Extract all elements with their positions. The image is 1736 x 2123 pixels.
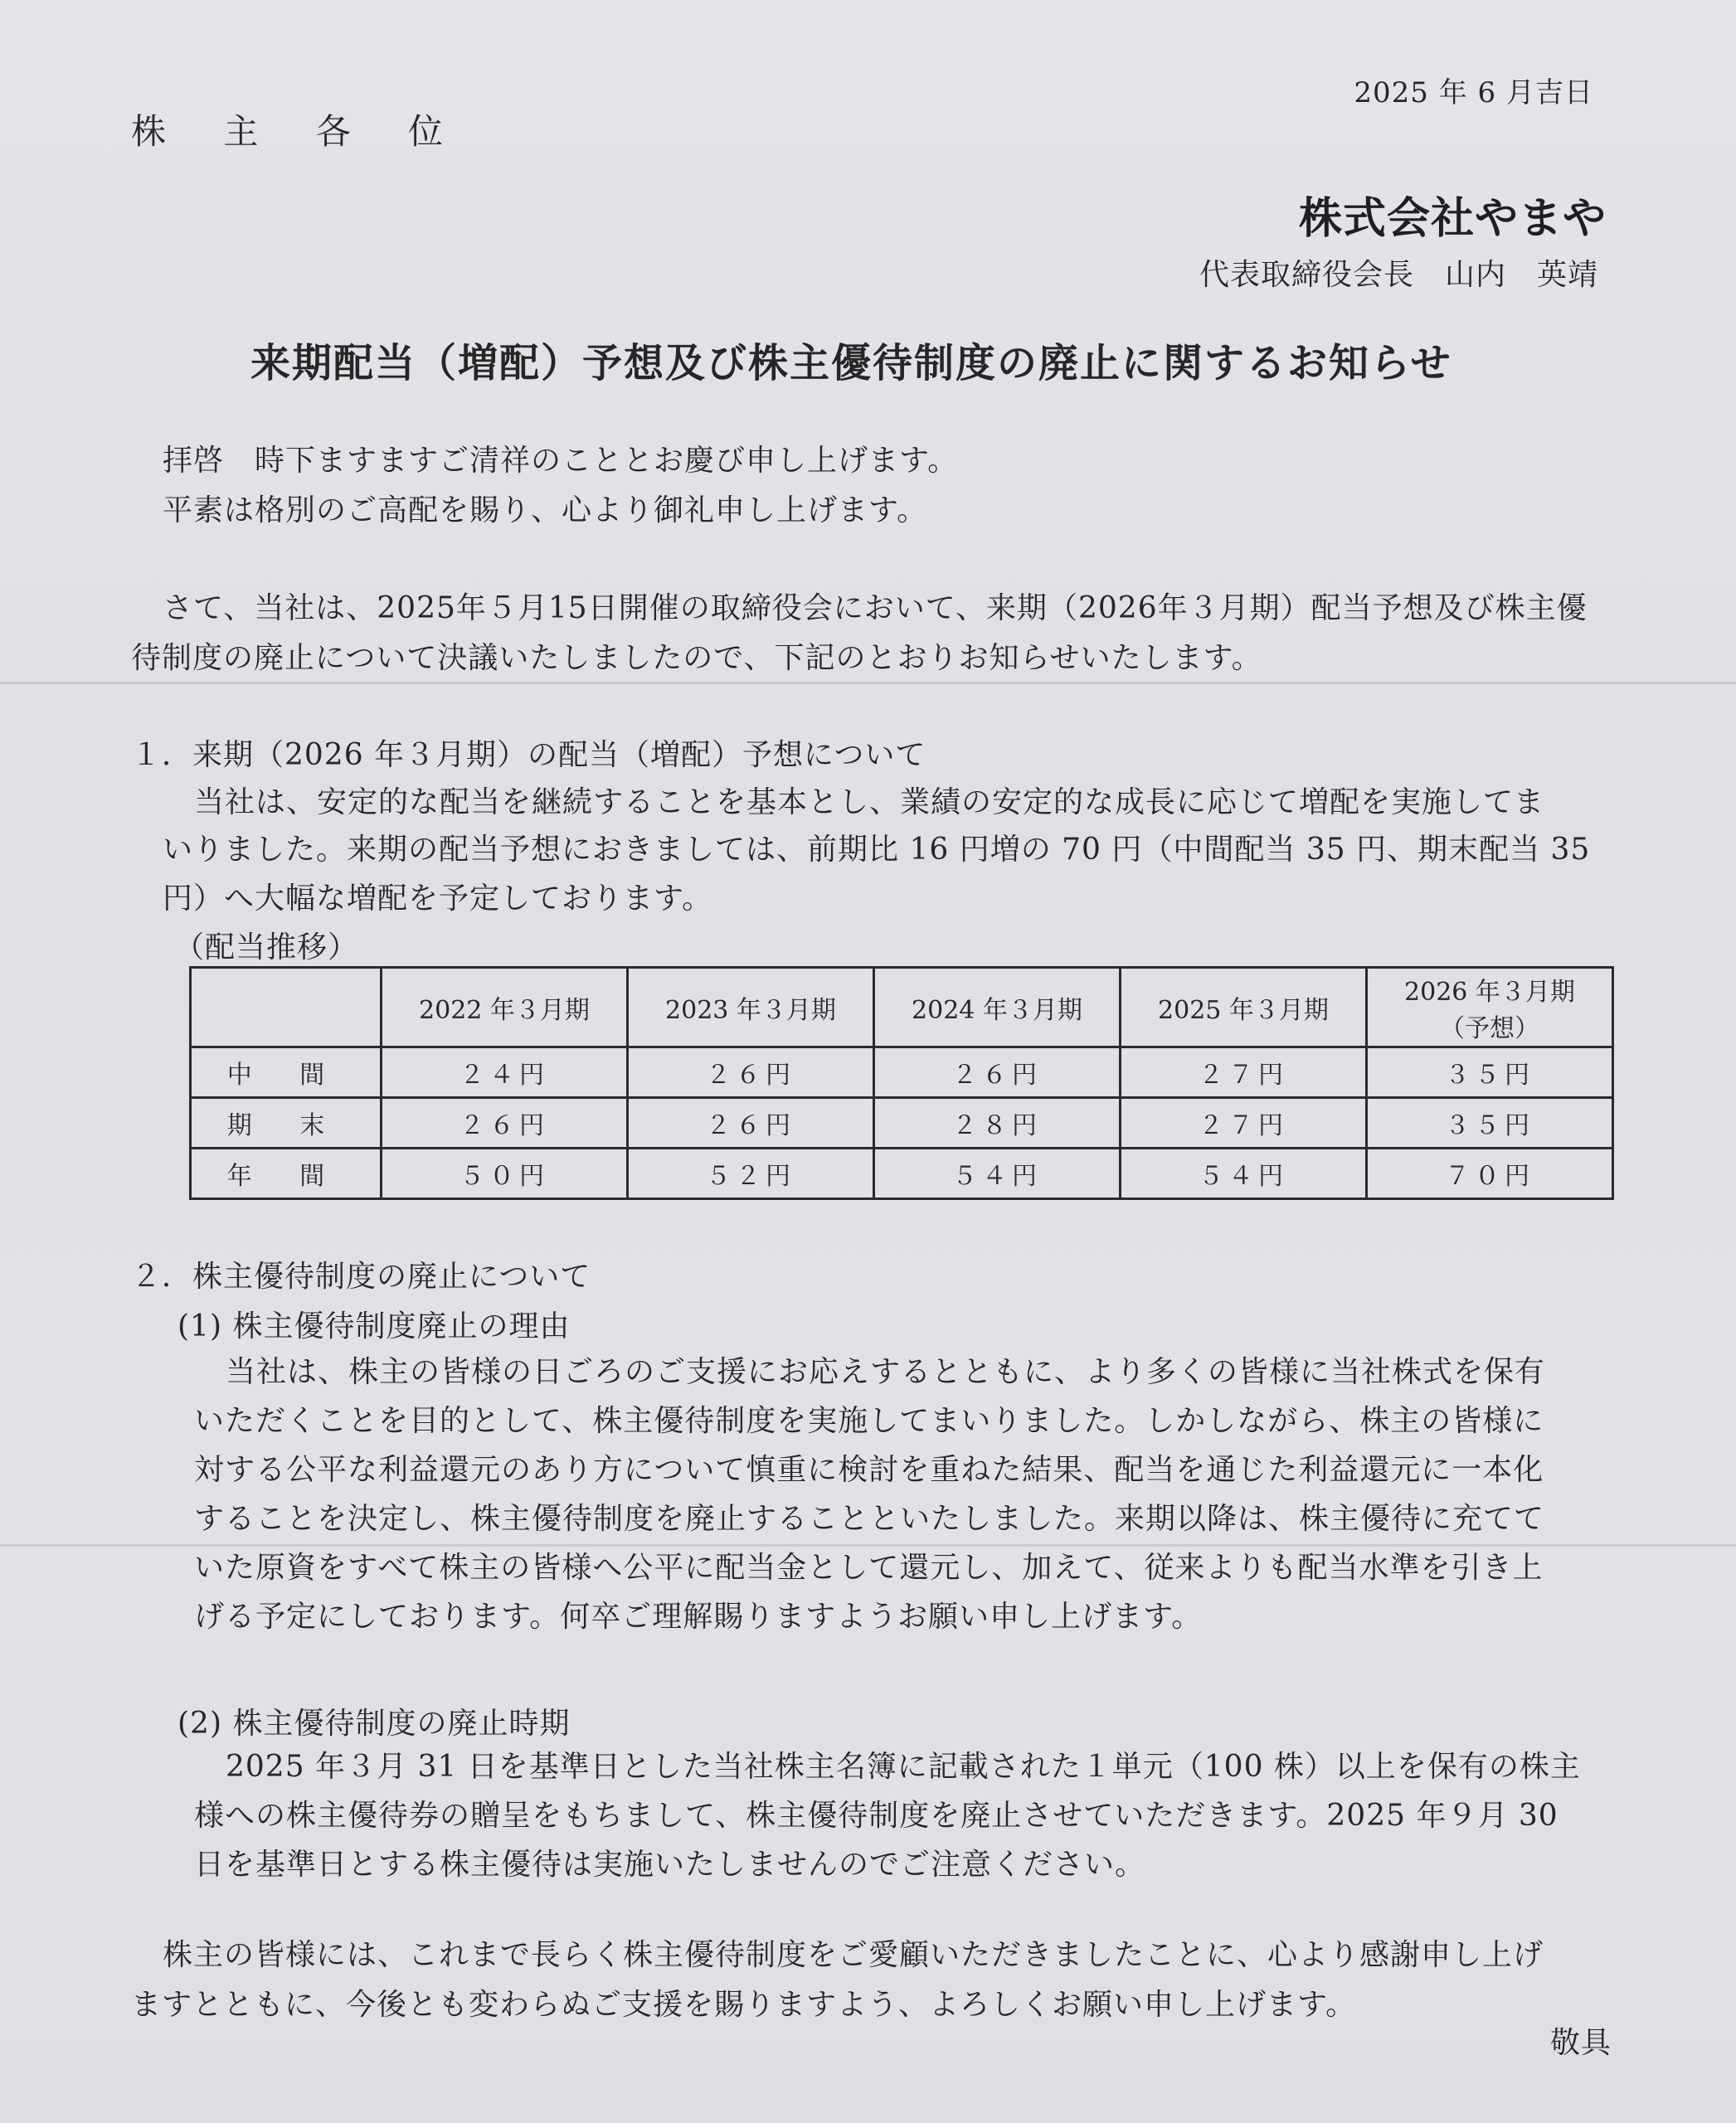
table-cell: ２６円 <box>628 1098 874 1149</box>
table-caption: （配当推移） <box>174 930 359 964</box>
closing-line: 株主の皆様には、これまで長らく株主優待制度をご愛顧いただきましたことに、心より感謝申し上げ <box>163 1938 1544 1972</box>
paper-fold-line <box>0 1544 1736 1547</box>
section-2-1-line: 対する公平な利益還元のあり方について慎重に検討を重ねた結果、配当を通じた利益還元に一本化 <box>194 1453 1544 1487</box>
table-row-interim <box>191 1047 1613 1098</box>
table-header-fy2024: 2024 年３月期 <box>874 968 1121 1047</box>
paper-fold-line <box>0 682 1736 684</box>
row-label-year-end: 期 末 <box>191 1098 382 1149</box>
table-cell: ２６円 <box>628 1047 874 1098</box>
table-cell: ２４円 <box>382 1047 628 1098</box>
row-label-annual: 年 間 <box>191 1149 382 1199</box>
section-1-line: 当社は、安定的な配当を継続することを基本とし、業績の安定的な成長に応じて増配を実施してま <box>194 785 1545 819</box>
sign-off: 敬具 <box>1549 2026 1612 2060</box>
section-1-line: いりました。来期の配当予想におきましては、前期比 16 円増の 70 円（中間配当 35 円、期末配当 35 <box>163 833 1591 867</box>
addressee: 株 主 各 位 <box>131 111 467 152</box>
table-row-annual <box>191 1149 1613 1199</box>
intro-line: さて、当社は、2025年５月15日開催の取締役会において、来期（2026年３月期）配当予想及び株主優 <box>163 591 1588 625</box>
table-cell: ３５円 <box>1367 1098 1613 1149</box>
section-1-heading: １．来期（2026 年３月期）の配当（増配）予想について <box>131 738 926 772</box>
section-2-heading: ２．株主優待制度の廃止について <box>131 1260 591 1294</box>
section-2-1-line: げる予定にしております。何卒ご理解賜りますようお願い申し上げます。 <box>194 1600 1203 1634</box>
letter-date: 2025 年 6 月吉日 <box>1354 76 1593 109</box>
section-2-1-line: 当社は、株主の皆様の日ごろのご支援にお応えするとともに、より多くの皆様に当社株式を保有 <box>226 1355 1546 1389</box>
table-header-corner <box>191 968 382 1047</box>
table-cell: ２８円 <box>874 1098 1121 1149</box>
page-title: 来期配当（増配）予想及び株主優待制度の廃止に関するお知らせ <box>250 340 1452 386</box>
greeting-line: 拝啓 時下ますますご清祥のこととお慶び申し上げます。 <box>163 444 959 478</box>
section-2-1-heading: (1) 株主優待制度廃止の理由 <box>177 1309 571 1343</box>
table-header-fy2026-label: 2026 年３月期 <box>1404 977 1575 1007</box>
section-1-line: 円）へ大幅な増配を予定しております。 <box>163 882 713 916</box>
table-cell: ２６円 <box>382 1098 628 1149</box>
intro-line: 待制度の廃止について決議いたしましたので、下記のとおりお知らせいたします。 <box>131 641 1262 675</box>
table-row-year-end <box>191 1098 1613 1149</box>
table-cell: ２７円 <box>1121 1047 1367 1098</box>
table-cell: ７０円 <box>1367 1149 1613 1199</box>
representative-name: 代表取締役会長 山内 英靖 <box>1199 258 1598 292</box>
table-header-fy2025: 2025 年３月期 <box>1121 968 1367 1047</box>
dividend-table <box>189 966 1614 1200</box>
table-cell: ５２円 <box>628 1149 874 1199</box>
table-header-fy2022: 2022 年３月期 <box>382 968 628 1047</box>
company-logo-text: 株式会社やまや <box>1298 194 1607 244</box>
closing-line: ますとともに、今後とも変わらぬご支援を賜りますよう、よろしくお願い申し上げます。 <box>131 1988 1357 2022</box>
section-2-2-line: 日を基準日とする株主優待は実施いたしませんのでご注意ください。 <box>194 1848 1146 1882</box>
table-cell: ５４円 <box>874 1149 1121 1199</box>
table-cell: ２７円 <box>1121 1098 1367 1149</box>
table-cell: ２６円 <box>874 1047 1121 1098</box>
table-header-fy2026 <box>1367 968 1613 1047</box>
section-2-1-line: いた原資をすべて株主の皆様へ公平に配当金として還元し、加えて、従来よりも配当水準を引き上 <box>194 1551 1544 1585</box>
greeting-line: 平素は格別のご高配を賜り、心より御礼申し上げます。 <box>163 493 928 527</box>
table-header-row <box>191 968 1613 1047</box>
section-2-2-line: 2025 年３月 31 日を基準日とした当社株主名簿に記載された１単元（100 株）以上を保有の株主 <box>226 1750 1581 1784</box>
table-cell: ５０円 <box>382 1149 628 1199</box>
table-header-fy2023: 2023 年３月期 <box>628 968 874 1047</box>
section-2-2-heading: (2) 株主優待制度の廃止時期 <box>177 1707 571 1741</box>
table-cell: ３５円 <box>1367 1047 1613 1098</box>
table-header-forecast-note: （予想） <box>1440 1013 1539 1043</box>
section-2-1-line: することを決定し、株主優待制度を廃止することといたしました。来期以降は、株主優待に充てて <box>194 1502 1545 1536</box>
section-2-2-line: 様への株主優待券の贈呈をもちまして、株主優待制度を廃止させていただきます。2025 年９月 30 <box>194 1799 1559 1833</box>
table-cell: ５４円 <box>1121 1149 1367 1199</box>
row-label-interim: 中 間 <box>191 1047 382 1098</box>
section-2-1-line: いただくことを目的として、株主優待制度を実施してまいりました。しかしながら、株主の皆様に <box>194 1404 1544 1438</box>
